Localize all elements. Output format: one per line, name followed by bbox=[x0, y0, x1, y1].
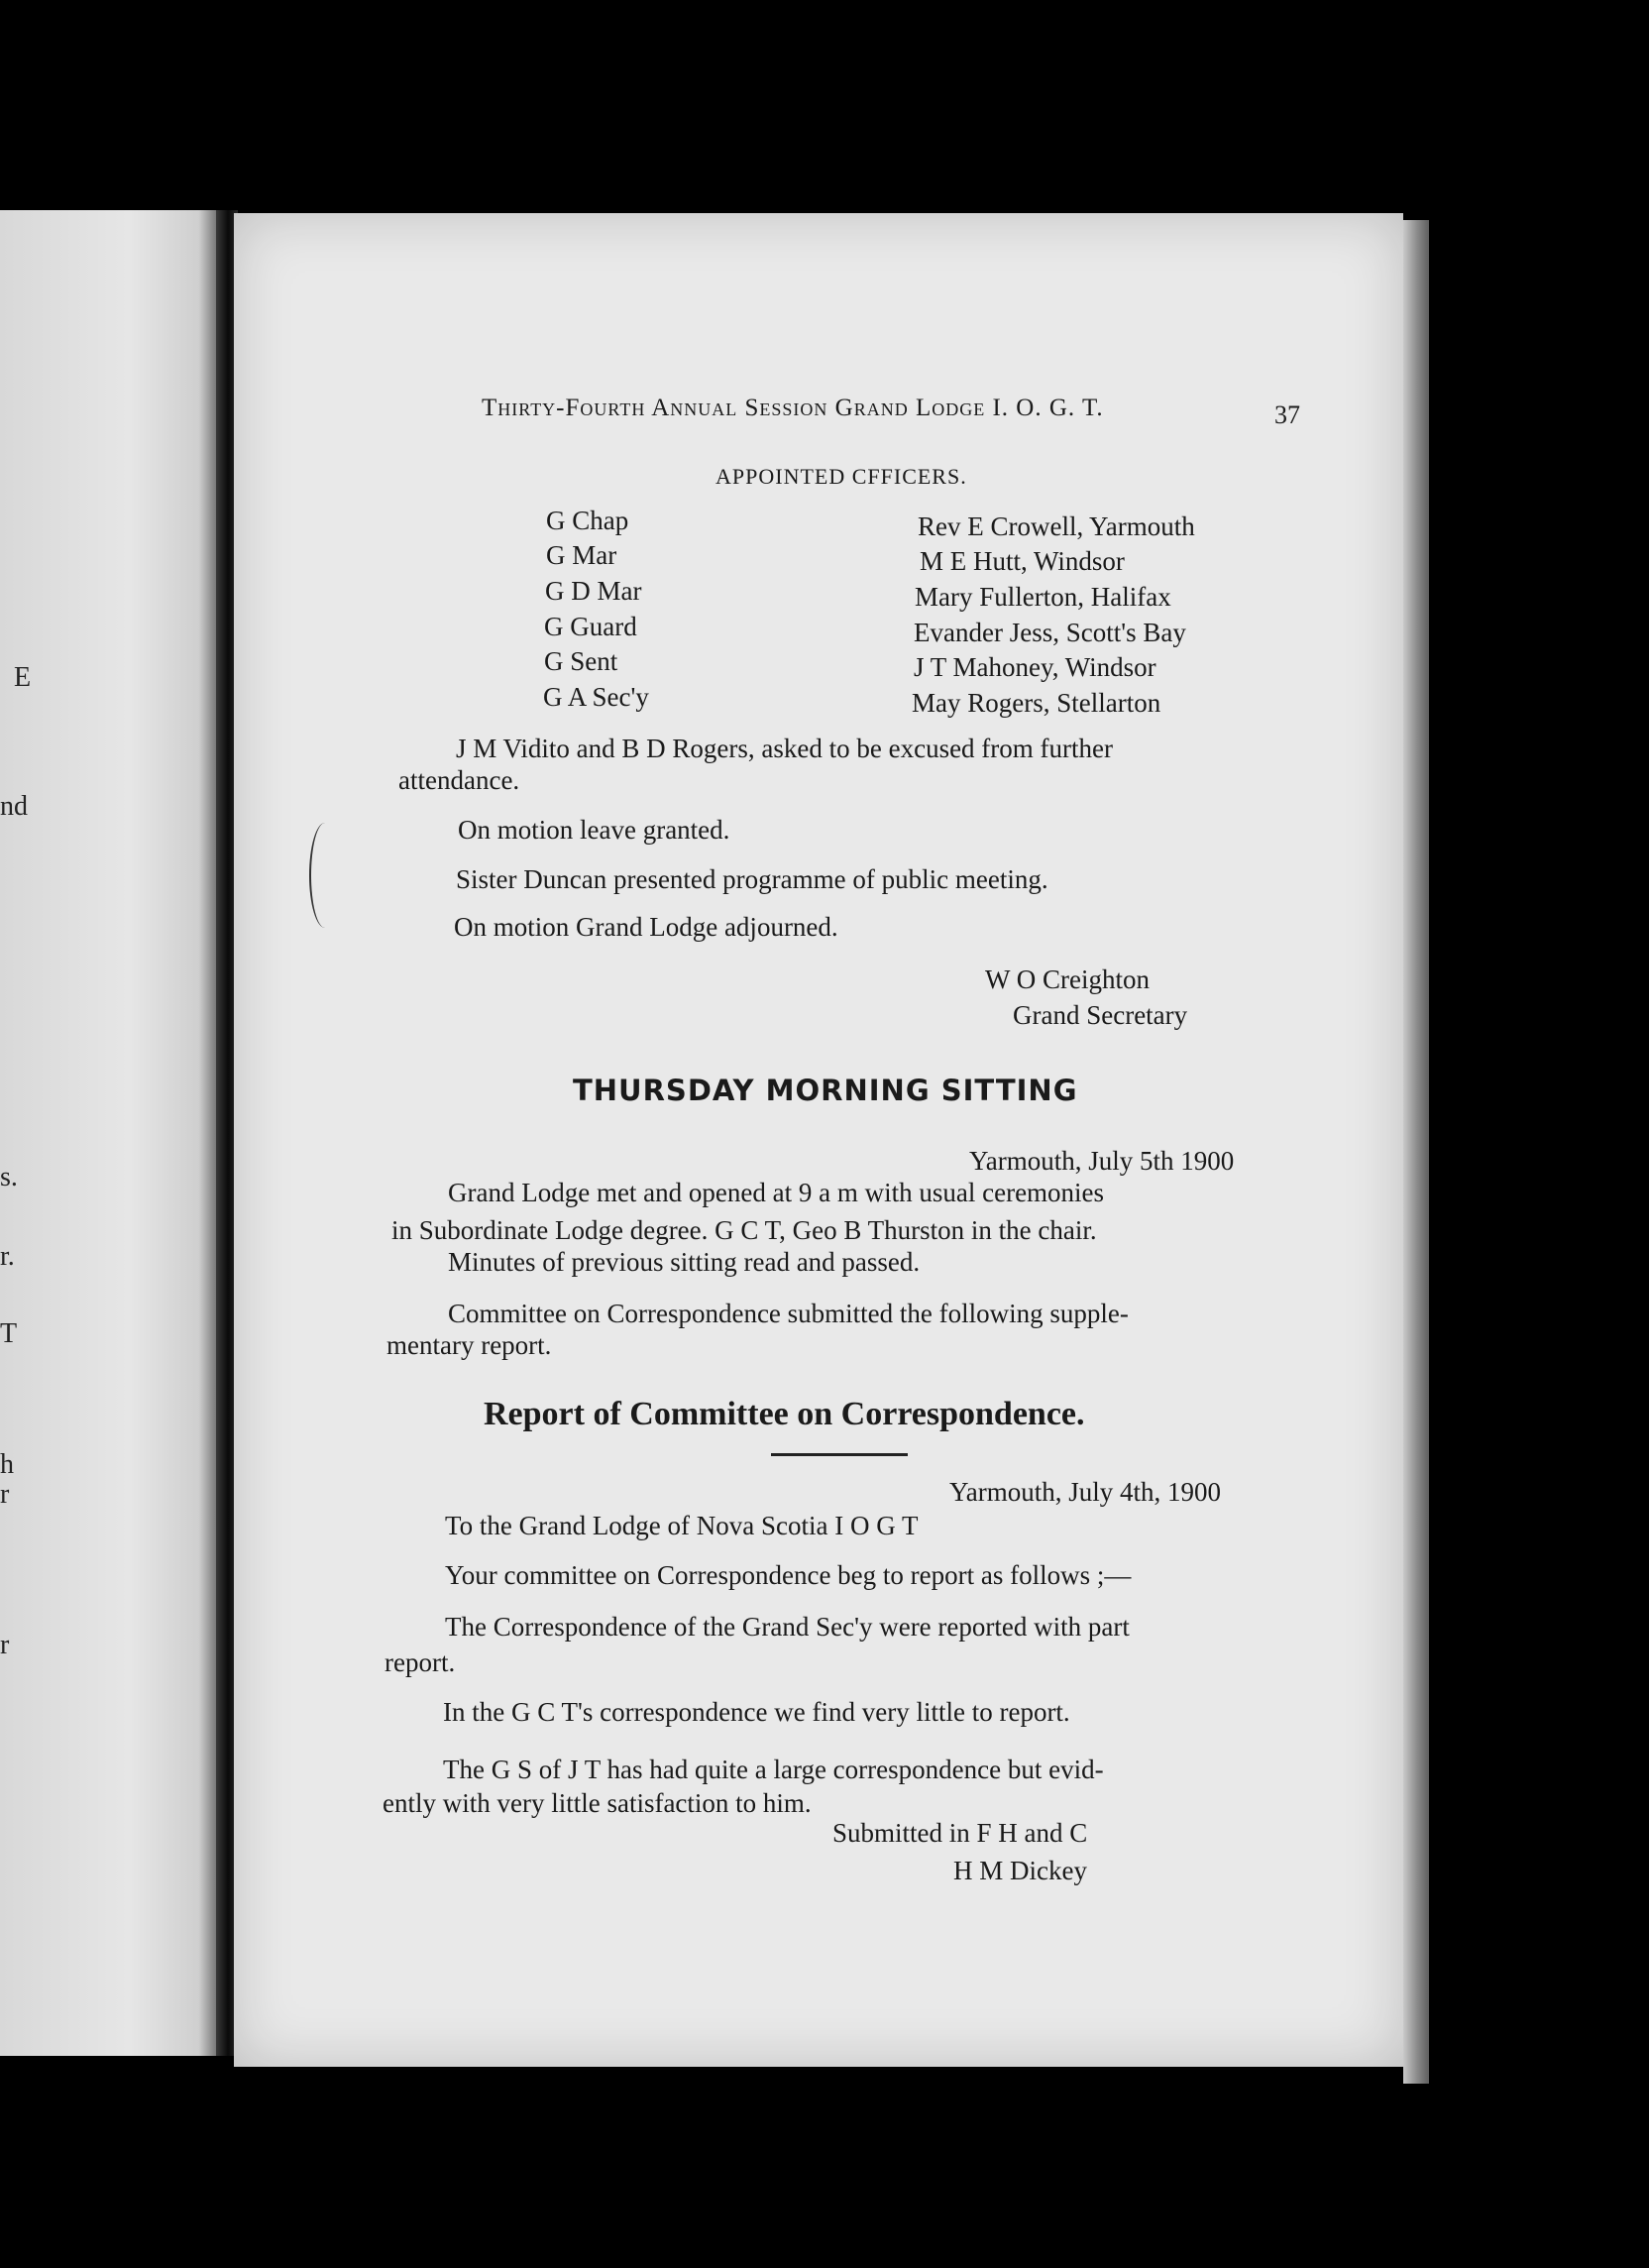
signature-name: W O Creighton bbox=[985, 964, 1150, 994]
paragraph-line: Sister Duncan presented programme of public meeting. bbox=[456, 864, 1048, 894]
officers-heading: APPOINTED CFFICERS. bbox=[715, 464, 967, 489]
paragraph-line: On motion leave granted. bbox=[458, 815, 730, 845]
dateline: Yarmouth, July 5th 1900 bbox=[969, 1146, 1235, 1176]
officer-office: G Chap bbox=[546, 506, 629, 535]
paragraph-line: Your committee on Correspondence beg to report as follows ;— bbox=[445, 1560, 1132, 1590]
report-title: Report of Committee on Correspondence. bbox=[484, 1396, 1085, 1432]
officer-name: Rev E Crowell, Yarmouth bbox=[918, 511, 1195, 541]
running-header: Thirty-Fourth Annual Session Grand Lodge I. O. G. T. bbox=[482, 395, 1104, 421]
signature-title: Grand Secretary bbox=[1013, 1000, 1188, 1030]
paragraph-line: Committee on Correspondence submitted the following supple- bbox=[448, 1299, 1129, 1328]
officer-name: M E Hutt, Windsor bbox=[920, 546, 1125, 576]
paragraph-line: On motion Grand Lodge adjourned. bbox=[454, 912, 838, 942]
dateline: Yarmouth, July 4th, 1900 bbox=[949, 1477, 1222, 1507]
officer-name: J T Mahoney, Windsor bbox=[914, 652, 1156, 682]
paragraph-line: attendance. bbox=[398, 765, 520, 795]
facing-page-fragment: r. bbox=[0, 1241, 15, 1272]
page-number: 37 bbox=[1274, 400, 1300, 429]
section-title: THURSDAY MORNING SITTING bbox=[573, 1074, 1078, 1107]
officer-office: G D Mar bbox=[545, 576, 642, 606]
officer-office: G Guard bbox=[544, 612, 637, 641]
closing-line: Submitted in F H and C bbox=[832, 1818, 1088, 1848]
facing-page-left bbox=[0, 210, 216, 2056]
facing-page-fragment: r bbox=[0, 1479, 10, 1510]
paragraph-line: Minutes of previous sitting read and passed. bbox=[448, 1247, 921, 1277]
facing-page-fragment: r bbox=[0, 1630, 10, 1660]
facing-page-fragment: s. bbox=[0, 1162, 18, 1192]
facing-page-fragment: E bbox=[14, 662, 32, 693]
paragraph-line: In the G C T's correspondence we find very little to report. bbox=[443, 1697, 1070, 1727]
page-edge bbox=[1403, 220, 1429, 2084]
facing-page-fragment: h bbox=[0, 1449, 14, 1480]
officer-office: G A Sec'y bbox=[543, 682, 649, 712]
facing-page-fragment: T bbox=[0, 1318, 18, 1349]
officer-name: Mary Fullerton, Halifax bbox=[915, 582, 1171, 612]
officer-name: Evander Jess, Scott's Bay bbox=[914, 618, 1186, 647]
paragraph-line: mentary report. bbox=[386, 1330, 552, 1360]
officer-office: G Sent bbox=[544, 646, 618, 676]
officer-office: G Mar bbox=[546, 540, 617, 570]
paragraph-line: The Correspondence of the Grand Sec'y were reported with part bbox=[445, 1612, 1130, 1642]
officer-name: May Rogers, Stellarton bbox=[912, 688, 1161, 718]
paragraph-line: The G S of J T has had quite a large correspondence but evid- bbox=[443, 1755, 1104, 1784]
title-rule bbox=[771, 1453, 908, 1456]
paragraph-line: in Subordinate Lodge degree. G C T, Geo B Thurston in the chair. bbox=[391, 1215, 1097, 1245]
salutation: To the Grand Lodge of Nova Scotia I O G T bbox=[445, 1511, 919, 1540]
paragraph-line: Grand Lodge met and opened at 9 a m with usual ceremonies bbox=[448, 1178, 1105, 1207]
margin-bracket-mark bbox=[309, 823, 341, 928]
paragraph-line: J M Vidito and B D Rogers, asked to be excused from further bbox=[456, 734, 1114, 763]
signer-name: H M Dickey bbox=[953, 1856, 1087, 1885]
paragraph-line: ently with very little satisfaction to him. bbox=[383, 1788, 812, 1818]
facing-page-fragment: nd bbox=[0, 791, 28, 822]
paragraph-line: report. bbox=[385, 1647, 456, 1677]
